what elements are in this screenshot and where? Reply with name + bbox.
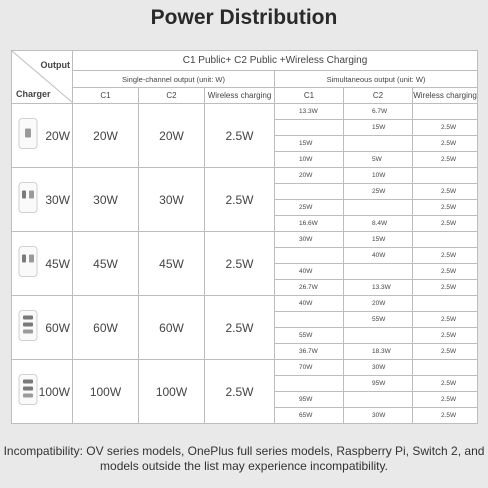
simultaneous-output-value: 15W [275,136,344,152]
charger-2port-icon [17,180,39,219]
table-row [12,360,478,376]
simultaneous-output-value [413,168,478,184]
simultaneous-output-value: 30W [344,360,413,376]
single-output-value: 100W [73,360,139,424]
simultaneous-output-value [413,296,478,312]
simultaneous-output-value: 2.5W [413,120,478,136]
charger-cell [12,104,73,168]
single-output-value: 2.5W [205,104,275,168]
charger-label: Charger [16,89,51,99]
simultaneous-output-value: 2.5W [413,392,478,408]
simultaneous-output-value: 25W [275,200,344,216]
simultaneous-output-value [275,312,344,328]
single-output-value: 2.5W [205,232,275,296]
table-row [12,104,478,120]
col-header-sim-c1: C1 [275,87,344,103]
simultaneous-output-value: 5W [344,152,413,168]
simultaneous-output-value: 15W [344,120,413,136]
col-header-c1: C1 [73,87,139,103]
single-output-value: 60W [139,296,205,360]
col-header-sim-c2: C2 [344,87,413,103]
simultaneous-output-value: 30W [344,408,413,424]
simultaneous-output-value: 2.5W [413,184,478,200]
simultaneous-output-value: 2.5W [413,312,478,328]
simultaneous-output-value: 10W [275,152,344,168]
table-row [12,168,478,184]
simultaneous-output-value [275,184,344,200]
col-header-wireless: Wireless charging [205,87,275,103]
charger-cell [12,168,73,232]
table-row [12,232,478,248]
simultaneous-output-value: 15W [344,232,413,248]
simultaneous-output-value: 6.7W [344,104,413,120]
col-header-sim-wireless: Wireless charging [413,87,478,103]
simultaneous-output-value: 40W [275,264,344,280]
simultaneous-output-value [344,264,413,280]
simultaneous-output-value: 2.5W [413,408,478,424]
simultaneous-output-value: 2.5W [413,344,478,360]
simultaneous-output-value: 20W [275,168,344,184]
simultaneous-output-value [344,328,413,344]
single-output-value: 2.5W [205,360,275,424]
simultaneous-output-value: 26.7W [275,280,344,296]
simultaneous-output-value: 2.5W [413,264,478,280]
col-header-c2: C2 [139,87,205,103]
simultaneous-output-value: 2.5W [413,136,478,152]
simultaneous-output-value: 20W [344,296,413,312]
charger-cell [12,360,73,424]
charger-power-label: 100W [38,384,70,399]
simultaneous-output-value: 95W [344,376,413,392]
charger-3port-icon [17,372,39,411]
charger-cell [12,296,73,360]
simultaneous-output-value: 65W [275,408,344,424]
simultaneous-output-value: 55W [344,312,413,328]
corner-header [12,51,73,104]
charger-2port-icon [17,244,39,283]
simultaneous-output-value: 40W [275,296,344,312]
simultaneous-output-value: 8.4W [344,216,413,232]
charger-power-label: 20W [45,128,70,143]
simultaneous-output-value: 2.5W [413,280,478,296]
simultaneous-output-value: 10W [344,168,413,184]
simultaneous-output-value: 2.5W [413,248,478,264]
simultaneous-output-value: 70W [275,360,344,376]
simultaneous-output-value: 30W [275,232,344,248]
simultaneous-output-value [344,200,413,216]
simultaneous-output-value: 2.5W [413,328,478,344]
single-output-value: 2.5W [205,296,275,360]
simultaneous-output-value [413,104,478,120]
single-output-value: 45W [139,232,205,296]
simultaneous-output-value: 18.3W [344,344,413,360]
simultaneous-output-value [413,360,478,376]
charger-power-label: 30W [45,192,70,207]
simultaneous-output-value: 2.5W [413,152,478,168]
single-output-value: 60W [73,296,139,360]
page-title: Power Distribution [150,6,338,29]
charger-power-label: 45W [45,256,70,271]
charger-3port-icon [17,308,39,347]
charger-1port-icon [17,116,39,155]
simultaneous-output-value: 40W [344,248,413,264]
simultaneous-output-value: 2.5W [413,376,478,392]
charger-cell [12,232,73,296]
main-header: C1 Public+ C2 Public +Wireless Charging [73,51,478,71]
simultaneous-output-value: 13.3W [275,104,344,120]
simultaneous-output-value [344,136,413,152]
single-output-value: 45W [73,232,139,296]
output-label: Output [40,60,70,70]
single-output-value: 20W [139,104,205,168]
simultaneous-output-value: 13.3W [344,280,413,296]
simultaneous-output-value: 95W [275,392,344,408]
incompatibility-note: Incompatibility: OV series models, OnePlus full series models, Raspberry Pi, Switch 2, and models outside the list may experience incompatibility. [3,444,485,473]
simultaneous-output-value [275,248,344,264]
charger-power-label: 60W [45,320,70,335]
single-output-header: Single-channel output (unit: W) [73,71,275,87]
power-distribution-table [11,50,478,424]
simultaneous-output-value [344,392,413,408]
single-output-value: 100W [139,360,205,424]
simultaneous-output-value: 36.7W [275,344,344,360]
simultaneous-output-value [413,232,478,248]
simultaneous-output-value [275,120,344,136]
simultaneous-output-value: 25W [344,184,413,200]
simultaneous-output-value: 16.6W [275,216,344,232]
simultaneous-output-value [275,376,344,392]
simultaneous-output-value: 2.5W [413,200,478,216]
single-output-value: 2.5W [205,168,275,232]
simultaneous-output-value: 2.5W [413,216,478,232]
single-output-value: 20W [73,104,139,168]
table-row [12,296,478,312]
single-output-value: 30W [73,168,139,232]
single-output-value: 30W [139,168,205,232]
simultaneous-output-header: Simultaneous output (unit: W) [275,71,478,87]
simultaneous-output-value: 55W [275,328,344,344]
